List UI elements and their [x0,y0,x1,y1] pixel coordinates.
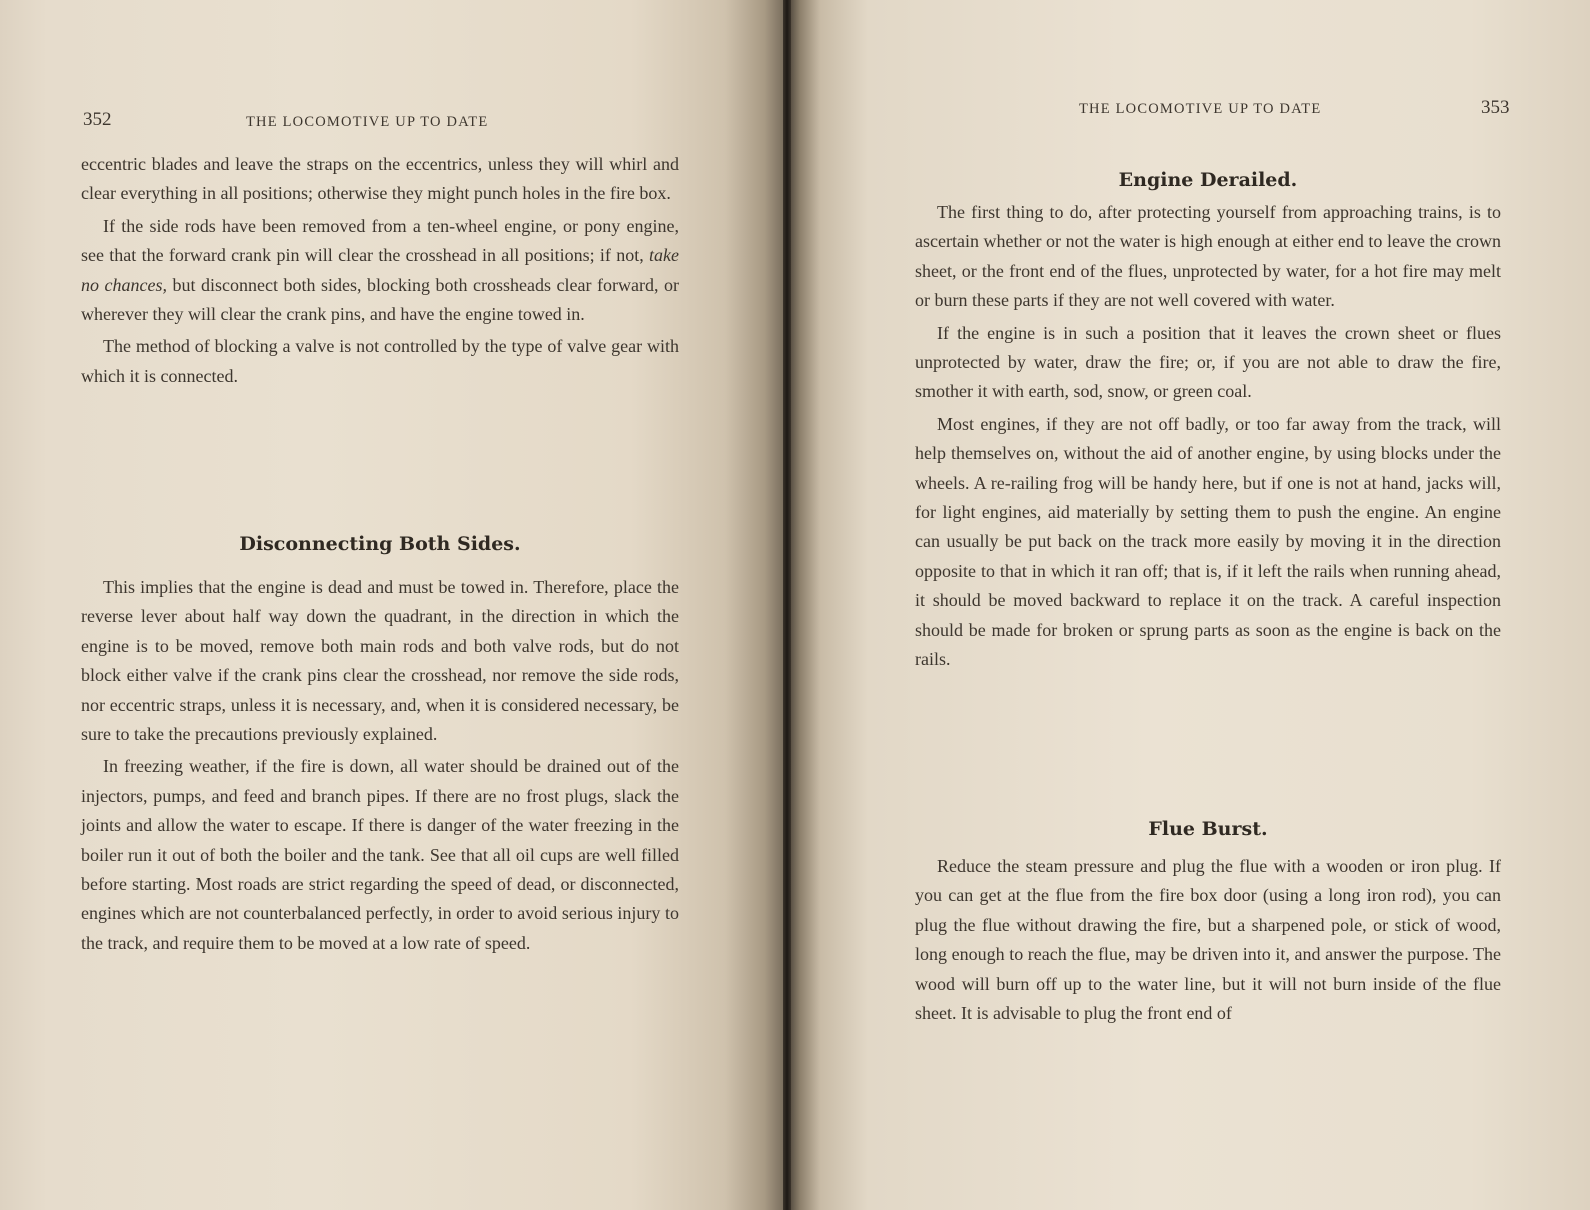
running-head: THE LOCOMOTIVE UP TO DATE [246,114,489,130]
paragraph: The first thing to do, after protecting yourself from approaching trains, is to ascertain whether or not the water is high enough at either end to leave the crown sheet, or the front end of the flues, unprotected by water, for a hot fire may melt or burn these parts if they are not well covered with water. [915,202,1501,311]
right-heading-2-wrap [915,815,1501,844]
right-heading-1-wrap [915,166,1501,195]
left-body-bottom [81,573,679,961]
paragraph: In freezing weather, if the fire is down, all water should be drained out of the injectors, pumps, and feed and branch pipes. If there are no frost plugs, slack the joints and allow the water to escape. If there is danger of the water freezing in the boiler run it out of both the boiler and the tank. See that all oil cups are well filled before starting. Most roads are strict regarding the speed of dead, or disconnected, engines which are not counterbalanced perfectly, in order to avoid serious injury to the track, and require them to be moved at a low rate of speed. [81,756,679,953]
section-heading: Flue Burst. [1148,818,1268,840]
page-number: 352 [83,109,112,130]
right-body-top [915,198,1501,678]
left-body-top [81,150,679,394]
paragraph: If the engine is in such a position that it leaves the crown sheet or flues unprotected by water, draw the fire; or, if you are not able to draw the fire, smother it with earth, sod, snow, or green coal. [915,322,1501,402]
paragraph: Most engines, if they are not off badly, or too far away from the track, will help themselves on, without the aid of another engine, by using blocks under the wheels. A re-railing frog will be handy here, but if one is not at hand, jacks will, for light engines, aid materially by setting them to push the engine. An engine can usually be put back on the track more easily by moving it in the direction opposite to that in which it ran off; that is, if it left the rails when running ahead, it should be moved backward to replace it on the track. A careful inspection should be made for broken or sprung parts as soon as the engine is back on the rails. [915,413,1501,670]
right-page [788,0,1590,1210]
paragraph: The method of blocking a valve is not controlled by the type of valve gear with which it is connected. [81,336,679,386]
section-heading: Engine Derailed. [1118,169,1298,191]
section-heading: Disconnecting Both Sides. [239,533,521,555]
page-number: 353 [1481,97,1510,118]
book-gutter [783,0,791,1210]
right-body-bottom [915,852,1501,1031]
left-page [0,0,788,1210]
paragraph: If the side rods have been removed from a ten-wheel engine, or pony engine, see that the forward crank pin will clear the crosshead in all positions; if not, take no chances, but disconnect both sides, blocking both crossheads clear forward, or wherever they will clear the crank pins, and have the engine towed in. [81,215,680,325]
left-section [81,530,679,559]
paragraph: Reduce the steam pressure and plug the flue with a wooden or iron plug. If you can get at the flue from the fire box door (using a long iron rod), you can plug the flue without drawing the fire, but a sharpened pole, or stick of wood, long enough to reach the flue, may be driven into it, and answer the purpose. The wood will burn off up to the water line, but it will not burn inside of the flue sheet. It is advisable to plug the front end of [915,856,1501,1024]
paragraph: eccentric blades and leave the straps on the eccentrics, unless they will whirl and clear everything in all positions; otherwise they might punch holes in the fire box. [81,154,679,204]
paragraph: This implies that the engine is dead and must be towed in. Therefore, place the reverse lever about half way down the quadrant, in the direction in which the engine is to be moved, remove both main rods and both valve rods, but do not block either valve if the crank pins clear the crosshead, nor remove the side rods, nor eccentric straps, unless it is necessary, and, when it is considered necessary, be sure to take the precautions previously explained. [81,577,679,745]
running-head: THE LOCOMOTIVE UP TO DATE [1079,101,1322,117]
